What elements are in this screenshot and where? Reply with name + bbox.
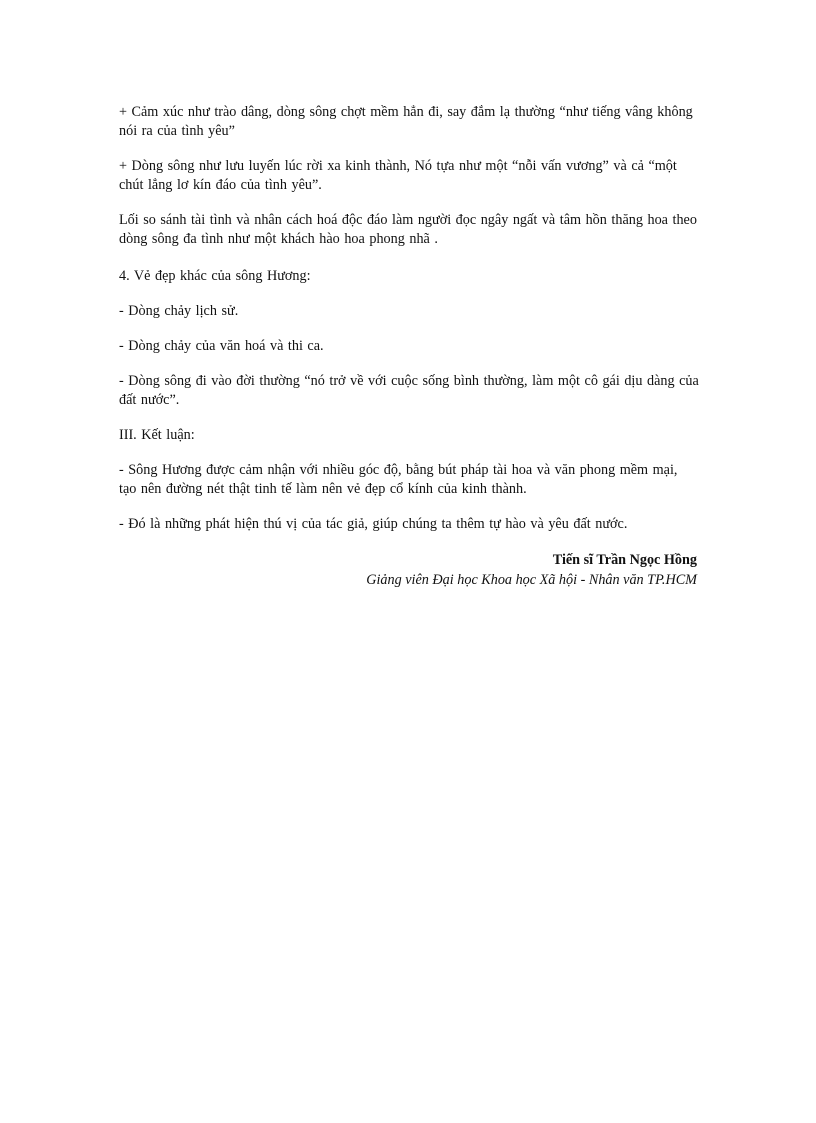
paragraph-comparison: Lối so sánh tài tình và nhân cách hoá độc đáo làm người đọc ngây ngất và tâm hồn thăng hoa theo dòng sông đa tình như một khách hào hoa phong nhã .	[119, 212, 697, 247]
signature-block	[119, 550, 697, 590]
section-heading-other-beauty: 4. Vẻ đẹp khác của sông Hương:	[119, 268, 311, 284]
paragraph-lingering-river: + Dòng sông như lưu luyến lúc rời xa kinh thành, Nó tựa như một “nỗi vấn vương” và cả “một chút lẳng lơ kín đáo của tình yêu”.	[119, 158, 677, 193]
section-heading-conclusion: III. Kết luận:	[119, 427, 195, 443]
author-affiliation: Giảng viên Đại học Khoa học Xã hội - Nhân văn TP.HCM	[366, 572, 697, 588]
list-item-everyday-life: - Dòng sông đi vào đời thường “nó trở về với cuộc sống bình thường, làm một cô gái dịu dàng của đất nước”.	[119, 373, 699, 408]
document-body	[119, 103, 699, 590]
list-item-history: - Dòng chảy lịch sử.	[119, 303, 239, 319]
conclusion-discovery: - Đó là những phát hiện thú vị của tác giả, giúp chúng ta thêm tự hào và yêu đất nước.	[119, 516, 628, 532]
conclusion-perception: - Sông Hương được cảm nhận với nhiều góc độ, bằng bút pháp tài hoa và văn phong mềm mại, tạo nên đường nét thật tinh tế làm nên vẻ đẹp cổ kính của kinh thành.	[119, 462, 678, 497]
list-item-culture-poetry: - Dòng chảy của văn hoá và thi ca.	[119, 338, 324, 354]
author-name: Tiến sĩ Trần Ngọc Hồng	[552, 552, 697, 568]
paragraph-emotion: + Cảm xúc như trào dâng, dòng sông chợt mềm hẳn đi, say đắm lạ thường “như tiếng vâng không nói ra của tình yêu”	[119, 104, 693, 139]
